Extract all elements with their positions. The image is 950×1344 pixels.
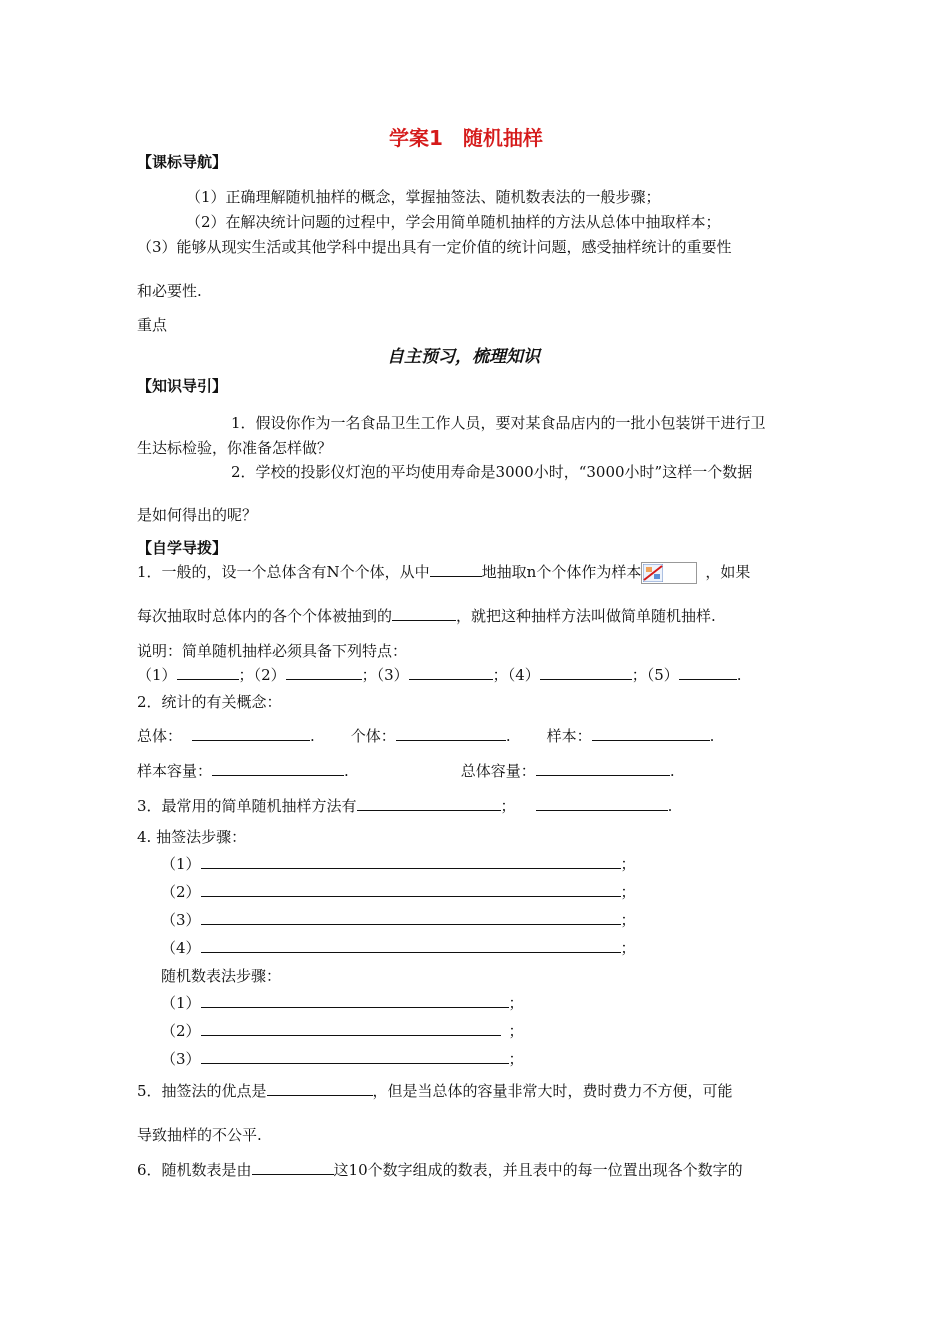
sep: ； (620, 855, 636, 873)
blank-input[interactable] (212, 761, 344, 776)
item-5-line1 (137, 1081, 733, 1101)
concepts-row-1 (137, 726, 714, 746)
blank-input[interactable] (286, 665, 362, 680)
sep: ； (620, 883, 636, 901)
sep: ； (361, 666, 377, 684)
key-points-label: 重点 (137, 316, 168, 334)
step-label: （2） (161, 1022, 201, 1040)
blank-input[interactable] (679, 665, 737, 680)
random-step-3 (161, 1049, 524, 1069)
blank-input[interactable] (192, 726, 310, 741)
knowledge-q1-line2: 生达标检验，你准备怎样做？ (137, 439, 333, 457)
random-step-2 (161, 1021, 524, 1041)
item-6 (137, 1160, 743, 1180)
lottery-step-2 (161, 882, 636, 902)
item-1-line1 (137, 562, 750, 584)
concept-sample-label: 样本： (546, 727, 592, 745)
feature-label-4: （4） (507, 666, 540, 684)
feature-label-2: （2） (253, 666, 286, 684)
objective-3: （3）能够从现实生活或其他学科中提出具有一定价值的统计问题，感受抽样统计的重要性 (137, 238, 732, 256)
end-dot: . (667, 797, 673, 815)
feature-label-3: （3） (376, 666, 409, 684)
item-4: 4. 抽签法步骤： (137, 828, 247, 846)
sep: ； (238, 666, 254, 684)
random-table-heading: 随机数表法步骤： (161, 967, 282, 985)
blank-input[interactable] (536, 761, 670, 776)
section-heading-curriculum: 【课标导航】 (137, 153, 228, 171)
item-3-text: 3．最常用的简单随机抽样方法有 (137, 797, 357, 815)
concept-sample-size-label: 样本容量： (137, 762, 213, 780)
lottery-step-1 (161, 854, 636, 874)
end-dot: . (669, 762, 675, 780)
item-6-text-a: 6．随机数表是由 (137, 1161, 252, 1179)
lottery-step-3 (161, 910, 636, 930)
end-dot: . (709, 727, 715, 745)
feature-label-5: （5） (646, 666, 679, 684)
item-1-text-a: 1．一般的，设一个总体含有N个个体，从中 (137, 563, 430, 581)
concept-total-size-label: 总体容量： (460, 762, 536, 780)
step-label: （3） (161, 1050, 201, 1068)
blank-input[interactable] (201, 993, 509, 1008)
blank-input[interactable] (201, 1049, 509, 1064)
page-title: 学案1 随机抽样 (389, 126, 543, 150)
step-label: （1） (161, 994, 201, 1012)
blank-input[interactable] (409, 665, 493, 680)
sep: ； (508, 1022, 524, 1040)
sep: ； (620, 911, 636, 929)
item-1-text-d: 每次抽取时总体内的各个个体被抽到的 (137, 607, 393, 625)
sep: ； (620, 939, 636, 957)
blank-input[interactable] (430, 562, 482, 577)
blank-input[interactable] (252, 1160, 334, 1175)
blank-input[interactable] (536, 796, 668, 811)
lottery-step-4 (161, 938, 636, 958)
concept-total-label: 总体： (137, 727, 183, 745)
end-dot: . (344, 762, 349, 780)
concepts-row-2 (137, 761, 675, 781)
random-step-1 (161, 993, 524, 1013)
feature-label-1: （1） (137, 666, 177, 684)
item-1-text-b: 地抽取n个个体作为样本 (481, 563, 642, 581)
concept-individual-label: 个体： (350, 727, 396, 745)
end-dot: . (736, 666, 742, 684)
item-2: 2．统计的有关概念： (137, 693, 282, 711)
sep: ； (492, 666, 508, 684)
blank-input[interactable] (592, 726, 710, 741)
objective-3-cont: 和必要性. (137, 282, 202, 300)
item-1-line2 (137, 606, 716, 626)
sep: ； (500, 797, 516, 815)
blank-input[interactable] (201, 882, 621, 897)
item-5-text-a: 5．抽签法的优点是 (137, 1082, 267, 1100)
section-heading-knowledge: 【知识导引】 (137, 377, 228, 395)
blank-input[interactable] (201, 1021, 501, 1036)
blank-input[interactable] (392, 606, 456, 621)
formula-image-icon (641, 562, 697, 584)
blank-input[interactable] (357, 796, 501, 811)
end-dot: . (505, 727, 511, 745)
knowledge-q2-line1: 2．学校的投影仪灯泡的平均使用寿命是3000小时，“3000小时”这样一个数据 (231, 463, 753, 481)
section-subtitle: 自主预习，梳理知识 (387, 347, 540, 367)
blank-input[interactable] (201, 854, 621, 869)
sep: ； (508, 994, 524, 1012)
step-label: （1） (161, 855, 201, 873)
objective-2: （2）在解决统计问题的过程中，学会用简单随机抽样的方法从总体中抽取样本； (186, 213, 721, 231)
blank-input[interactable] (201, 910, 621, 925)
blank-input[interactable] (540, 665, 632, 680)
step-label: （3） (161, 911, 201, 929)
knowledge-q2-line2: 是如何得出的呢？ (137, 506, 258, 524)
blank-input[interactable] (267, 1081, 373, 1096)
item-3 (137, 796, 672, 816)
knowledge-q1-line1: 1．假设你作为一名食品卫生工作人员，要对某食品店内的一批小包装饼干进行卫 (231, 414, 766, 432)
sep: ； (508, 1050, 524, 1068)
item-6-text-b: 这10个数字组成的数表，并且表中的每一位置出现各个数字的 (333, 1161, 743, 1179)
item-5-line2: 导致抽样的不公平. (137, 1126, 262, 1144)
sep: ； (631, 666, 647, 684)
step-label: （4） (161, 939, 201, 957)
blank-input[interactable] (396, 726, 506, 741)
item-1-text-e: ，就把这种抽样方法叫做简单随机抽样. (456, 607, 716, 625)
objective-1: （1）正确理解随机抽样的概念，掌握抽签法、随机数表法的一般步骤； (186, 188, 661, 206)
blank-input[interactable] (177, 665, 239, 680)
end-dot: . (310, 727, 315, 745)
features-row (137, 665, 742, 685)
step-label: （2） (161, 883, 201, 901)
item-1-text-c: ，如果 (705, 563, 751, 581)
features-note: 说明：简单随机抽样必须具备下列特点： (137, 642, 408, 660)
section-heading-selfstudy: 【自学导拨】 (137, 539, 228, 557)
blank-input[interactable] (201, 938, 621, 953)
item-5-text-b: ，但是当总体的容量非常大时，费时费力不方便，可能 (372, 1082, 733, 1100)
